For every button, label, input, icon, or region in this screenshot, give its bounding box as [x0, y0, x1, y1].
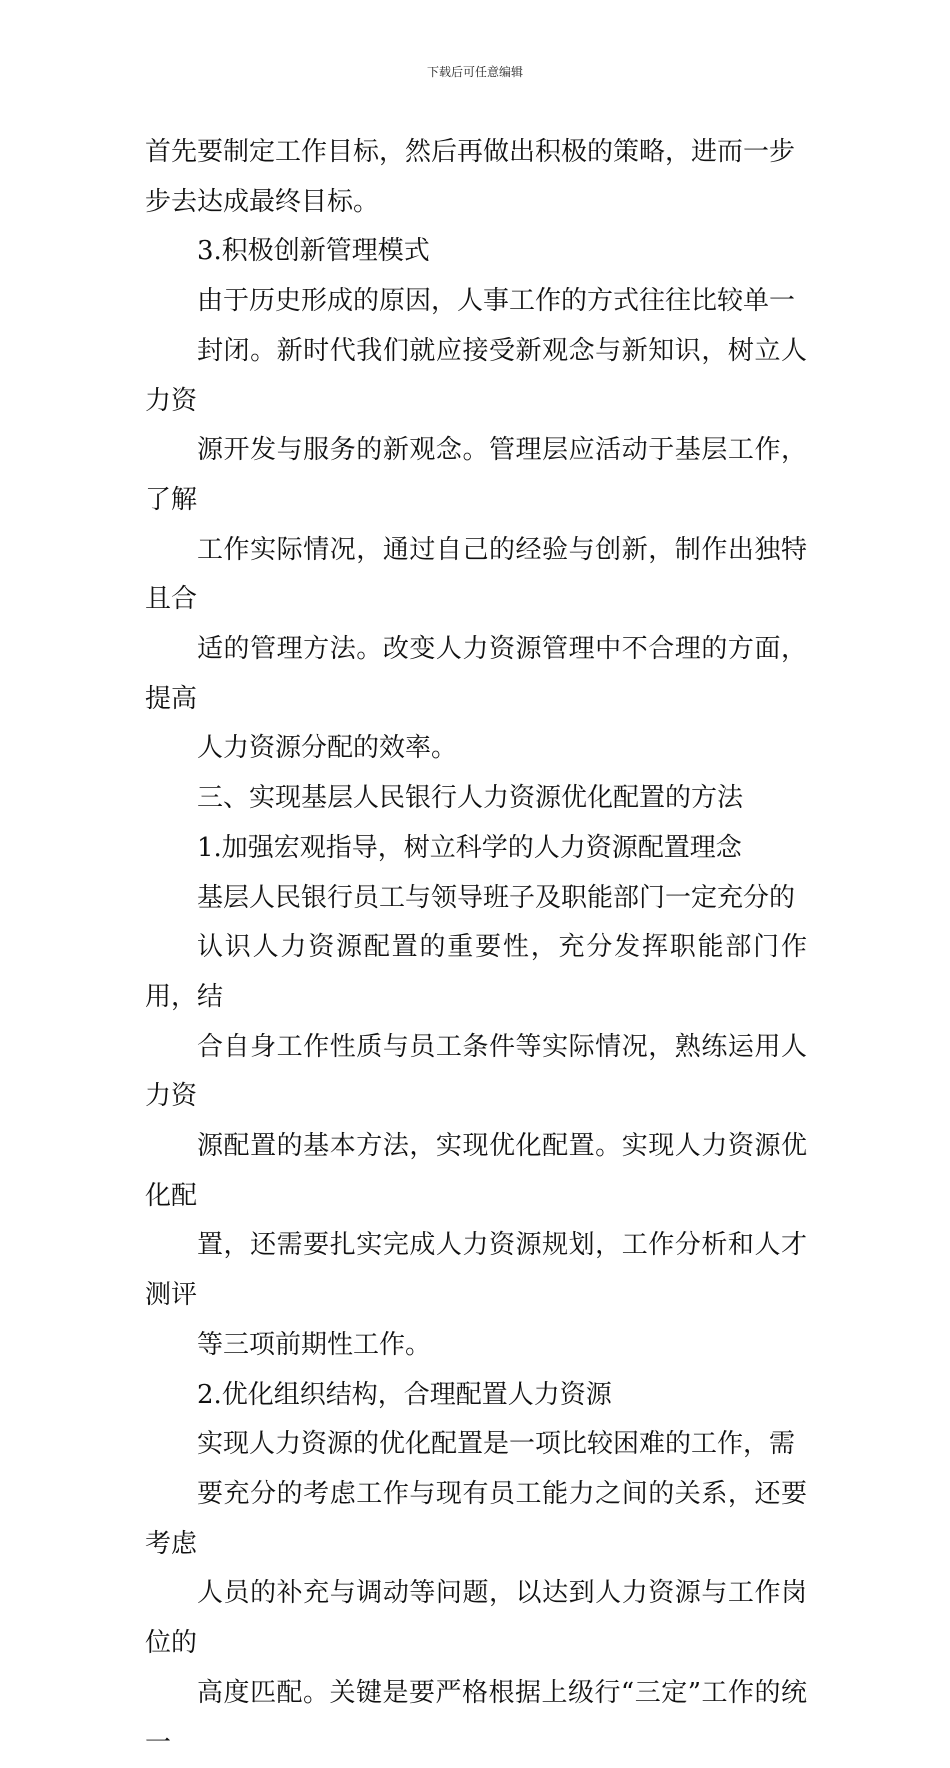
text-line: 适的管理方法。改变人力资源管理中不合理的方面，提高: [145, 634, 807, 714]
paragraph-macro-guidance: [145, 874, 807, 1371]
text-line: 认识人力资源配置的重要性，充分发挥职能部门作用，结: [145, 932, 807, 1012]
heading-text: 3.积极创新管理模式: [197, 236, 430, 267]
document-body: [145, 128, 807, 1768]
chapter-heading-3: [145, 774, 807, 824]
paragraph-innovation: [145, 277, 807, 774]
text-line: 基层人民银行员工与领导班子及职能部门一定充分的: [197, 882, 796, 913]
page-header: 下载后可任意编辑: [426, 65, 523, 79]
text-line: 步去达成最终目标。: [145, 186, 380, 217]
text-line: 置，还需要扎实完成人力资源规划，工作分析和人才测评: [145, 1230, 807, 1311]
heading-text: 1.加强宏观指导，树立科学的人力资源配置理念: [197, 832, 742, 863]
section-heading-3: [145, 227, 807, 277]
heading-text: 三、实现基层人民银行人力资源优化配置的方法: [197, 783, 744, 814]
text-line: 人力资源分配的效率。: [197, 733, 458, 764]
paragraph-intro-continuation: [145, 128, 807, 227]
text-line: 人员的补充与调动等问题，以达到人力资源与工作岗位的: [145, 1578, 807, 1659]
heading-text: 2.优化组织结构，合理配置人力资源: [197, 1379, 612, 1410]
text-line: 源开发与服务的新观念。管理层应活动于基层工作，了解: [145, 435, 807, 515]
text-line: 由于历史形成的原因，人事工作的方式往往比较单一: [197, 286, 796, 317]
paragraph-optimize-structure: [145, 1420, 807, 1768]
text-line: 首先要制定工作目标，然后再做出积极的策略，进而一步: [145, 137, 796, 167]
text-line: 源配置的基本方法，实现优化配置。实现人力资源优化配: [145, 1131, 807, 1211]
text-line: 封闭。新时代我们就应接受新观念与新知识，树立人力资: [145, 335, 807, 416]
text-line: 高度匹配。关键是要严格根据上级行“三定”工作的统一: [145, 1677, 807, 1758]
text-line: 要充分的考虑工作与现有员工能力之间的关系，还要考虑: [145, 1478, 807, 1559]
text-line: 等三项前期性工作。: [197, 1329, 432, 1360]
text-line: 工作实际情况，通过自己的经验与创新，制作出独特且合: [145, 534, 807, 615]
section-heading-2: [145, 1371, 807, 1421]
section-heading-1: [145, 824, 807, 874]
text-line: 实现人力资源的优化配置是一项比较困难的工作，需: [197, 1429, 796, 1460]
text-line: 合自身工作性质与员工条件等实际情况，熟练运用人力资: [145, 1031, 807, 1112]
